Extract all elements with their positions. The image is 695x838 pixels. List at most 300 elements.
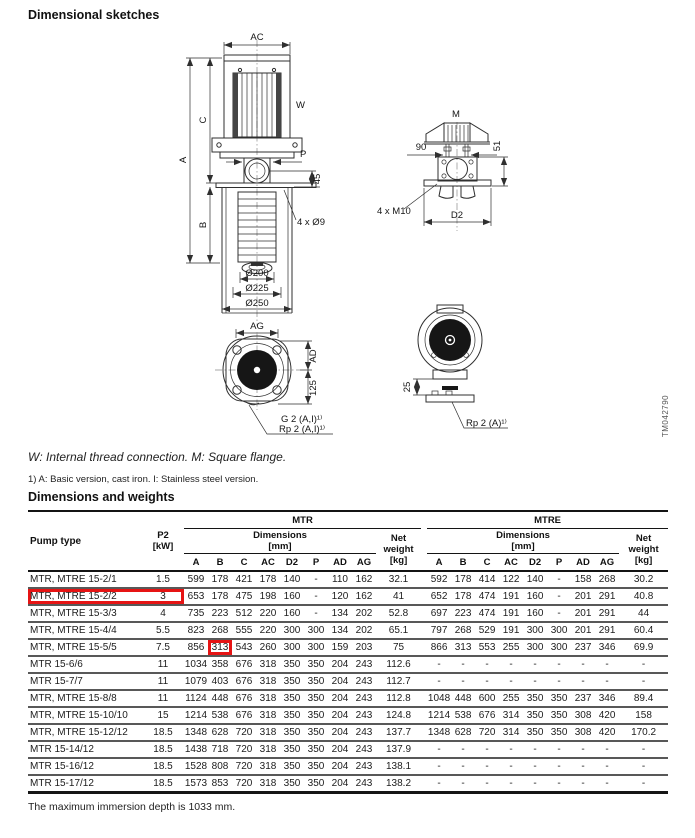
- table-row: [28, 604, 668, 621]
- dim-label-b: B: [198, 221, 209, 229]
- cell-mtr-ag: 243: [352, 655, 376, 672]
- cell-mtr-p: 350: [304, 774, 328, 794]
- cell-mtr-ad: 134: [328, 621, 352, 638]
- cell-mtr-ac: 318: [256, 774, 280, 794]
- cell-mtr-c: 512: [232, 604, 256, 621]
- cell-mtr-ad: 204: [328, 757, 352, 774]
- page-title: Dimensional sketches: [28, 8, 160, 22]
- cell-mtre-c: -: [475, 757, 499, 774]
- cell-mtre-ag: -: [595, 774, 619, 794]
- cell-mtre-ac: 191: [499, 604, 523, 621]
- cell-mtre-ad: 237: [571, 689, 595, 706]
- cell-mtre-b: -: [451, 774, 475, 794]
- cell-mtr-a: 1528: [184, 757, 208, 774]
- cell-mtr-b: 358: [208, 655, 232, 672]
- cell-mtr-p: 350: [304, 706, 328, 723]
- cell-mtr-b: 718: [208, 740, 232, 757]
- dim-label-45: 45: [312, 173, 323, 185]
- cell-mtr-d2: 350: [280, 706, 304, 723]
- cell-pump-type: MTR, MTRE 15-10/10: [28, 706, 142, 723]
- cell-p2: 18.5: [142, 757, 184, 774]
- cell-pump-type: MTR, MTRE 15-4/4: [28, 621, 142, 638]
- cell-mtre-a: -: [427, 774, 451, 794]
- cell-mtre-net-weight: -: [619, 672, 668, 689]
- cell-mtre-p: -: [547, 587, 571, 604]
- cell-mtr-d2: 300: [280, 621, 304, 638]
- cell-mtre-ad: 201: [571, 604, 595, 621]
- dim-label-25: 25: [402, 381, 413, 393]
- cell-mtre-ag: 291: [595, 621, 619, 638]
- cell-mtr-b: 178: [208, 587, 232, 604]
- cell-p2: 7.5: [142, 638, 184, 655]
- cell-mtr-ad: 159: [328, 638, 352, 655]
- cell-mtre-ac: 255: [499, 638, 523, 655]
- cell-mtre-c: -: [475, 655, 499, 672]
- cell-mtre-ac: -: [499, 774, 523, 794]
- cell-pump-type: MTR 15-6/6: [28, 655, 142, 672]
- cell-mtr-a: 1573: [184, 774, 208, 794]
- cell-mtre-b: 268: [451, 621, 475, 638]
- cell-mtre-ac: 191: [499, 621, 523, 638]
- cell-mtre-d2: 160: [523, 604, 547, 621]
- cell-mtr-net-weight: 32.1: [388, 574, 409, 585]
- cell-pump-type: MTR, MTRE 15-3/3: [28, 604, 142, 621]
- cell-mtr-b: 223: [208, 604, 232, 621]
- cell-mtre-ag: 346: [595, 689, 619, 706]
- table-row: [28, 638, 668, 655]
- cell-mtr-b: 808: [208, 757, 232, 774]
- cell-mtr-ag: 243: [352, 740, 376, 757]
- cell-mtr-ag: 202: [352, 604, 376, 621]
- cell-mtr-ag: 243: [352, 706, 376, 723]
- cell-mtr-ad: 204: [328, 655, 352, 672]
- col-header-mtre-b: B: [451, 554, 475, 572]
- cell-pump-type: MTR 15-7/7: [28, 672, 142, 689]
- dim-label-90: 90: [415, 142, 427, 153]
- cell-mtr-ac: 178: [259, 574, 277, 585]
- cell-mtre-ad: -: [571, 774, 595, 794]
- cell-mtre-c: 474: [475, 604, 499, 621]
- col-header-mtr-p: P: [304, 554, 328, 572]
- cell-mtr-net-weight: 75: [376, 638, 421, 655]
- cell-mtre-ac: 191: [499, 587, 523, 604]
- cell-mtr-d2: 300: [280, 638, 304, 655]
- col-header-mtre-ad: AD: [571, 554, 595, 572]
- subheader-dimensions-mtre: Dimensions [mm]: [427, 529, 619, 554]
- cell-mtre-b: 313: [451, 638, 475, 655]
- cell-mtre-ac: -: [499, 672, 523, 689]
- cell-mtre-p: -: [547, 757, 571, 774]
- cell-mtr-c: 555: [232, 621, 256, 638]
- table-row: [28, 621, 668, 638]
- dim-label-ac: AC: [250, 32, 264, 43]
- label-w: W: [296, 100, 305, 111]
- cell-mtre-d2: 160: [523, 587, 547, 604]
- cell-mtre-ag: -: [595, 757, 619, 774]
- cell-mtre-c: -: [475, 774, 499, 794]
- drawing-reference: TM042790: [661, 394, 670, 438]
- cell-mtr-ag: 243: [352, 689, 376, 706]
- cell-mtre-ac: 314: [499, 706, 523, 723]
- dim-label-c: C: [198, 116, 209, 124]
- cell-mtre-ag: 291: [595, 587, 619, 604]
- label-4x-holes: 4 x Ø9: [297, 217, 325, 228]
- cell-mtr-ad: 134: [328, 604, 352, 621]
- label-g2-connection: G 2 (A,I)¹⁾: [281, 414, 323, 425]
- cell-mtr-ad: 204: [328, 689, 352, 706]
- cell-mtr-ad: 204: [328, 723, 352, 740]
- col-header-p2: P2 [kW]: [142, 510, 184, 572]
- cell-mtr-c: 720: [232, 757, 256, 774]
- cell-mtre-c: -: [475, 672, 499, 689]
- cell-p2: 11: [142, 672, 184, 689]
- cell-mtre-a: -: [427, 740, 451, 757]
- cell-mtre-p: -: [547, 774, 571, 794]
- cell-mtr-c: 676: [232, 655, 256, 672]
- cell-mtr-b: 538: [208, 706, 232, 723]
- label-4x-m10: 4 x M10: [377, 206, 411, 217]
- immersion-depth-note: The maximum immersion depth is 1033 mm.: [28, 801, 236, 813]
- cell-mtre-ac: 314: [499, 723, 523, 740]
- cell-mtre-a: -: [427, 655, 451, 672]
- cell-mtr-d2: 350: [280, 774, 304, 794]
- cell-mtre-p: 350: [547, 723, 571, 740]
- table-row: [28, 723, 668, 740]
- cell-mtr-ad: 204: [328, 740, 352, 757]
- table-row: [28, 689, 668, 706]
- cell-mtre-d2: 300: [523, 621, 547, 638]
- cell-mtre-ag: -: [595, 655, 619, 672]
- cell-mtre-d2: 350: [523, 706, 547, 723]
- cell-mtre-p: -: [547, 740, 571, 757]
- cell-mtr-net-weight: 138.2: [376, 774, 421, 794]
- cell-mtr-ag: 162: [352, 587, 376, 604]
- table-header-row-groups: [28, 510, 668, 529]
- cell-mtr-c: 720: [232, 774, 256, 794]
- cell-mtr-d2: 350: [280, 740, 304, 757]
- cell-mtre-ac: -: [499, 740, 523, 757]
- cell-mtr-c: 676: [232, 689, 256, 706]
- cell-mtr-ag: 243: [352, 723, 376, 740]
- cell-mtr-a: 653: [184, 587, 208, 604]
- cell-mtre-net-weight: -: [619, 740, 668, 757]
- cell-mtre-d2: -: [523, 774, 547, 794]
- flange-bottom-view-sketch: [402, 305, 508, 429]
- dim-label-d250: Ø250: [245, 298, 269, 309]
- cell-mtr-p: 350: [304, 672, 328, 689]
- cell-mtre-c: 474: [475, 587, 499, 604]
- cell-mtr-a: 1438: [184, 740, 208, 757]
- cell-mtr-net-weight: 124.8: [376, 706, 421, 723]
- cell-mtre-ad: 237: [571, 638, 595, 655]
- cell-mtr-ac: 318: [256, 655, 280, 672]
- cell-mtre-ad: -: [571, 757, 595, 774]
- cell-mtr-a: 1079: [184, 672, 208, 689]
- cell-mtr-a: 1348: [184, 723, 208, 740]
- cell-mtr-ac: 318: [256, 706, 280, 723]
- cell-mtr-b: 313: [208, 638, 232, 655]
- cell-mtr-net-weight: 138.1: [376, 757, 421, 774]
- cell-mtr-c: 720: [232, 740, 256, 757]
- cell-mtre-p: -: [547, 604, 571, 621]
- cell-mtr-ag: 202: [352, 621, 376, 638]
- cell-mtre-a: 592: [430, 574, 448, 585]
- dim-label-51: 51: [492, 140, 503, 152]
- label-m: M: [452, 109, 460, 120]
- table-row: [28, 757, 668, 774]
- cell-mtr-ac: 220: [256, 604, 280, 621]
- cell-mtr-ag: 243: [352, 672, 376, 689]
- cell-p2: 11: [142, 655, 184, 672]
- cell-mtr-c: 676: [232, 706, 256, 723]
- cell-mtre-d2: 350: [523, 689, 547, 706]
- pump-bottom-view-sketch: [215, 321, 333, 435]
- cell-mtre-d2: -: [523, 740, 547, 757]
- cell-mtre-ac: -: [499, 655, 523, 672]
- cell-mtre-ag: 346: [595, 638, 619, 655]
- cell-mtre-d2: 140: [526, 574, 544, 585]
- cell-mtr-ac: 318: [256, 689, 280, 706]
- cell-mtre-net-weight: 69.9: [619, 638, 668, 655]
- cell-mtr-ag: 203: [352, 638, 376, 655]
- dim-label-ag: AG: [250, 321, 264, 332]
- cell-mtr-c: 543: [232, 638, 256, 655]
- cell-mtr-b: 268: [208, 621, 232, 638]
- cell-mtr-b: 178: [211, 574, 229, 585]
- cell-mtr-b: 628: [208, 723, 232, 740]
- cell-mtre-b: -: [451, 655, 475, 672]
- cell-mtr-a: 599: [187, 574, 205, 585]
- cell-p2: 5.5: [142, 621, 184, 638]
- cell-mtr-c: 475: [232, 587, 256, 604]
- cell-mtre-ad: 201: [571, 621, 595, 638]
- cell-mtr-a: 856: [184, 638, 208, 655]
- cell-pump-type: MTR, MTRE 15-2/1: [30, 574, 117, 585]
- cell-mtre-b: 178: [451, 587, 475, 604]
- cell-p2: 18.5: [142, 723, 184, 740]
- cell-mtr-ac: 318: [256, 757, 280, 774]
- cell-mtr-p: 350: [304, 655, 328, 672]
- cell-mtre-net-weight: -: [619, 774, 668, 794]
- table-row: [28, 774, 668, 794]
- cell-mtre-net-weight: -: [619, 655, 668, 672]
- label-rp2-connection: Rp 2 (A,I)¹⁾: [279, 424, 326, 435]
- cell-mtre-ad: 308: [571, 723, 595, 740]
- cell-mtre-a: 797: [427, 621, 451, 638]
- col-header-mtre-a: A: [427, 554, 451, 572]
- cell-mtr-a: 1124: [184, 689, 208, 706]
- cell-mtre-net-weight: 30.2: [633, 574, 654, 585]
- col-header-mtr-ac: AC: [256, 554, 280, 572]
- group-header-mtre: MTRE: [427, 510, 668, 529]
- cell-pump-type: MTR, MTRE 15-5/5: [28, 638, 142, 655]
- cell-mtre-ad: -: [571, 655, 595, 672]
- cell-mtr-d2: 140: [283, 574, 301, 585]
- cell-mtre-p: 350: [547, 706, 571, 723]
- cell-mtre-c: -: [475, 740, 499, 757]
- cell-mtre-p: 300: [547, 621, 571, 638]
- cell-mtr-b: 448: [208, 689, 232, 706]
- cell-mtr-ac: 318: [256, 672, 280, 689]
- dim-label-a: A: [178, 156, 189, 164]
- cell-mtr-d2: 350: [280, 655, 304, 672]
- cell-mtr-net-weight: 52.8: [376, 604, 421, 621]
- cell-mtre-d2: -: [523, 655, 547, 672]
- cell-mtre-ac: -: [499, 757, 523, 774]
- cell-mtr-a: 1214: [184, 706, 208, 723]
- cell-pump-type: MTR, MTRE 15-2/2: [28, 587, 142, 604]
- cell-mtre-b: -: [451, 740, 475, 757]
- cell-mtr-net-weight: 112.8: [376, 689, 421, 706]
- cell-mtre-b: -: [451, 672, 475, 689]
- cell-mtre-c: 529: [475, 621, 499, 638]
- col-header-pump-type: Pump type: [28, 510, 142, 572]
- cell-mtr-ac: 198: [256, 587, 280, 604]
- cell-mtre-c: 676: [475, 706, 499, 723]
- subheader-dimensions-mtr: Dimensions [mm]: [184, 529, 376, 554]
- cell-mtre-a: 1214: [427, 706, 451, 723]
- cell-mtr-c: 421: [235, 574, 253, 585]
- cell-mtre-ad: -: [571, 672, 595, 689]
- cell-pump-type: MTR, MTRE 15-8/8: [28, 689, 142, 706]
- cell-mtr-a: 735: [184, 604, 208, 621]
- cell-pump-type: MTR, MTRE 15-12/12: [28, 723, 142, 740]
- cell-mtr-b: 403: [208, 672, 232, 689]
- cell-mtr-p: 350: [304, 723, 328, 740]
- cell-mtre-b: 178: [454, 574, 472, 585]
- cell-mtr-a: 823: [184, 621, 208, 638]
- cell-mtre-net-weight: 60.4: [619, 621, 668, 638]
- cell-mtre-b: 448: [451, 689, 475, 706]
- dimensional-sketch: [0, 26, 695, 446]
- dim-label-d2: D2: [450, 210, 464, 221]
- cell-mtre-a: 697: [427, 604, 451, 621]
- cell-mtre-a: -: [427, 672, 451, 689]
- cell-mtre-d2: -: [523, 757, 547, 774]
- cell-mtr-p: 300: [304, 638, 328, 655]
- cell-mtr-net-weight: 112.6: [376, 655, 421, 672]
- group-header-mtr: MTR: [184, 510, 421, 529]
- cell-mtr-ac: 220: [256, 621, 280, 638]
- cell-mtr-ad: 204: [328, 672, 352, 689]
- dim-label-ad: AD: [308, 349, 319, 363]
- cell-mtr-ad: 204: [328, 774, 352, 794]
- square-flange-sketch: [377, 109, 508, 231]
- cell-mtr-ag: 162: [355, 574, 373, 585]
- cell-mtr-ag: 243: [352, 757, 376, 774]
- col-header-mtr-a: A: [184, 554, 208, 572]
- col-header-mtr-d2: D2: [280, 554, 304, 572]
- cell-mtr-d2: 160: [280, 587, 304, 604]
- dim-label-d225: Ø225: [245, 283, 269, 294]
- dimensions-and-weights-table: [28, 510, 668, 794]
- cell-p2: 4: [142, 604, 184, 621]
- cell-mtr-d2: 350: [280, 689, 304, 706]
- cell-mtr-net-weight: 41: [376, 587, 421, 604]
- table-row: [28, 740, 668, 757]
- cell-p2: 18.5: [142, 774, 184, 794]
- cell-mtr-c: 720: [232, 723, 256, 740]
- cell-mtre-net-weight: 158: [619, 706, 668, 723]
- col-header-mtre-p: P: [547, 554, 571, 572]
- cell-mtr-p: 300: [304, 621, 328, 638]
- cell-mtre-ag: 268: [598, 574, 616, 585]
- cell-mtr-ac: 318: [256, 723, 280, 740]
- cell-p2: 15: [142, 706, 184, 723]
- cell-mtr-p: 350: [304, 757, 328, 774]
- cell-mtre-d2: 300: [523, 638, 547, 655]
- col-header-mtre-c: C: [475, 554, 499, 572]
- col-header-mtre-d2: D2: [523, 554, 547, 572]
- dim-label-125: 125: [308, 380, 319, 396]
- cell-mtre-d2: 350: [523, 723, 547, 740]
- cell-mtr-d2: 160: [280, 604, 304, 621]
- cell-mtr-p: -: [314, 574, 318, 585]
- table-row: [28, 655, 668, 672]
- cell-mtre-c: 600: [475, 689, 499, 706]
- cell-mtre-p: 300: [547, 638, 571, 655]
- cell-mtr-d2: 350: [280, 723, 304, 740]
- cell-mtre-p: -: [547, 655, 571, 672]
- cell-mtr-net-weight: 137.9: [376, 740, 421, 757]
- cell-mtr-c: 676: [232, 672, 256, 689]
- cell-p2: 3: [142, 587, 184, 604]
- cell-mtr-ad: 110: [332, 574, 348, 585]
- cell-mtr-ac: 318: [256, 740, 280, 757]
- cell-pump-type: MTR 15-16/12: [28, 757, 142, 774]
- cell-mtre-a: 866: [427, 638, 451, 655]
- cell-mtre-ad: 201: [571, 587, 595, 604]
- cell-mtr-p: 350: [304, 740, 328, 757]
- pump-front-sketch: [178, 32, 325, 326]
- cell-mtre-net-weight: 44: [619, 604, 668, 621]
- cell-mtre-ac: 255: [499, 689, 523, 706]
- cell-mtr-ac: 260: [256, 638, 280, 655]
- cell-mtr-net-weight: 137.7: [376, 723, 421, 740]
- cell-mtre-ag: 291: [595, 604, 619, 621]
- cell-mtre-d2: -: [523, 672, 547, 689]
- cell-mtre-ag: -: [595, 672, 619, 689]
- table-row: [28, 587, 668, 604]
- cell-p2: 1.5: [156, 574, 170, 585]
- cell-mtre-a: -: [427, 757, 451, 774]
- col-header-mtr-c: C: [232, 554, 256, 572]
- cell-pump-type: MTR 15-17/12: [28, 774, 142, 794]
- table-row: [28, 672, 668, 689]
- subheader-net-weight-mtr: Net weight [kg]: [376, 529, 421, 572]
- cell-pump-type: MTR 15-14/12: [28, 740, 142, 757]
- dim-label-p: P: [300, 149, 307, 160]
- connection-note: W: Internal thread connection. M: Square flange.: [28, 450, 287, 464]
- cell-mtre-p: 350: [547, 689, 571, 706]
- cell-mtre-b: 628: [451, 723, 475, 740]
- table-row: [28, 706, 668, 723]
- col-header-mtre-ag: AG: [595, 554, 619, 572]
- cell-mtr-b: 853: [208, 774, 232, 794]
- cell-mtre-net-weight: 40.8: [619, 587, 668, 604]
- cell-mtr-ad: 120: [328, 587, 352, 604]
- cell-mtre-p: -: [557, 574, 561, 585]
- cell-mtr-ag: 243: [352, 774, 376, 794]
- cell-mtre-net-weight: 170.2: [619, 723, 668, 740]
- cell-mtre-b: 538: [451, 706, 475, 723]
- cell-mtre-ag: 420: [595, 706, 619, 723]
- dim-label-d200: Ø200: [245, 268, 269, 279]
- subheader-net-weight-mtre: Net weight [kg]: [619, 529, 668, 572]
- cell-mtr-d2: 350: [280, 757, 304, 774]
- cell-mtre-ad: -: [571, 740, 595, 757]
- cell-mtre-net-weight: -: [619, 757, 668, 774]
